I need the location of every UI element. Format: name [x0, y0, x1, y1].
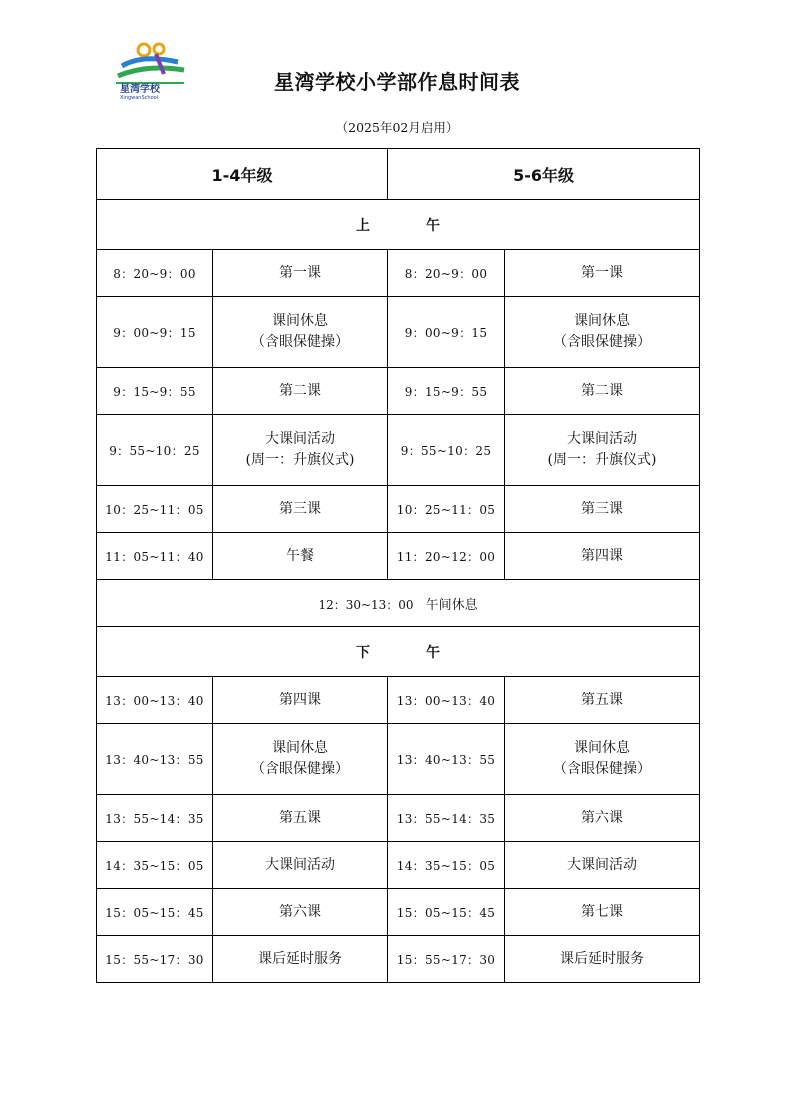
- schedule-row: [97, 677, 700, 724]
- grade-5-6-time-cell: 14：35~15：05: [388, 842, 505, 889]
- schedule-row: [97, 297, 700, 368]
- schedule-row: [97, 795, 700, 842]
- grade-5-6-activity-cell: [505, 368, 700, 415]
- lunch-break-time: 12：30~13：00: [318, 597, 414, 612]
- morning-label: [97, 200, 700, 250]
- grade-1-4-activity-cell: [213, 250, 388, 297]
- grade-1-4-activity-cell: [213, 724, 388, 795]
- grade-1-4-activity-cell: [213, 368, 388, 415]
- activity-line: 大课间活动: [567, 431, 638, 447]
- activity-line: 第三课: [279, 500, 321, 517]
- grade-5-6-time-cell: 8：20~9：00: [388, 250, 505, 297]
- activity-line: 第四课: [279, 691, 321, 708]
- schedule-row: [97, 936, 700, 983]
- grade-1-4-time-cell: 15：05~15：45: [97, 889, 213, 936]
- page-subtitle: （2025年02月启用）: [335, 120, 459, 135]
- grade-5-6-activity-cell: [505, 250, 700, 297]
- grade-5-6-activity-cell: [505, 724, 700, 795]
- activity-line: 大课间活动: [265, 856, 335, 873]
- grade-header-1-4: 1-4年级: [97, 149, 388, 200]
- schedule-body: [97, 149, 700, 983]
- grade-5-6-activity-cell: [505, 795, 700, 842]
- schedule-row: [97, 533, 700, 580]
- activity-line: 第四课: [581, 547, 624, 564]
- grade-1-4-time-cell: 14：35~15：05: [97, 842, 213, 889]
- schedule-row: [97, 415, 700, 486]
- activity-line: 大课间活动: [265, 431, 335, 447]
- grade-1-4-time-cell: 13：55~14：35: [97, 795, 213, 842]
- afternoon-label: [97, 627, 700, 677]
- grade-1-4-time-cell: 10：25~11：05: [97, 486, 213, 533]
- grade-5-6-time-cell: 15：55~17：30: [388, 936, 505, 983]
- grade-5-6-activity-cell: [505, 533, 700, 580]
- grade-1-4-time-cell: 9：15~9：55: [97, 368, 213, 415]
- activity-line: 第三课: [581, 500, 624, 517]
- grade-1-4-time-cell: 11：05~11：40: [97, 533, 213, 580]
- schedule-table: [96, 148, 700, 983]
- grade-5-6-activity-cell: [505, 415, 700, 486]
- grade-header-5-6: 5-6年级: [388, 149, 700, 200]
- activity-line: 课后延时服务: [560, 950, 645, 967]
- grade-5-6-time-cell: 13：55~14：35: [388, 795, 505, 842]
- grade-1-4-activity-cell: [213, 297, 388, 368]
- grade-1-4-time-cell: 13：00~13：40: [97, 677, 213, 724]
- grade-1-4-time-cell: 9：00~9：15: [97, 297, 213, 368]
- page-title: 星湾学校小学部作息时间表: [274, 70, 520, 94]
- activity-line: 第一课: [581, 264, 624, 281]
- morning-label-a: 上: [356, 217, 371, 234]
- activity-line: (周一：升旗仪式): [547, 452, 657, 468]
- grade-5-6-time-cell: 10：25~11：05: [388, 486, 505, 533]
- grade-5-6-time-cell: 9：55~10：25: [388, 415, 505, 486]
- grade-1-4-activity-cell: [213, 533, 388, 580]
- grade-5-6-activity-cell: [505, 936, 700, 983]
- activity-line: 课后延时服务: [258, 950, 342, 967]
- grade-5-6-time-cell: 11：20~12：00: [388, 533, 505, 580]
- activity-line: 第七课: [581, 903, 624, 920]
- lunch-break-row: [97, 580, 700, 627]
- logo-en-name: XingwanSchool: [120, 95, 159, 100]
- activity-line: （含眼保健操）: [553, 334, 652, 350]
- activity-line: 课间休息: [272, 740, 328, 756]
- afternoon-label-a: 下: [356, 644, 371, 661]
- activity-line: 大课间活动: [567, 856, 638, 873]
- activity-line: 第二课: [279, 382, 321, 399]
- schedule-row: [97, 889, 700, 936]
- schedule-row: [97, 368, 700, 415]
- activity-line: 午餐: [286, 547, 314, 564]
- grade-1-4-time-cell: 15：55~17：30: [97, 936, 213, 983]
- grade-1-4-activity-cell: [213, 936, 388, 983]
- morning-section-row: [97, 200, 700, 250]
- activity-line: 课间休息: [574, 313, 631, 329]
- grade-5-6-time-cell: 13：40~13：55: [388, 724, 505, 795]
- activity-line: 课间休息: [272, 313, 328, 329]
- activity-line: 第一课: [279, 264, 321, 281]
- schedule-row: [97, 842, 700, 889]
- schedule-row: [97, 250, 700, 297]
- grade-5-6-activity-cell: [505, 842, 700, 889]
- activity-line: (周一：升旗仪式): [245, 452, 355, 468]
- grade-5-6-time-cell: 15：05~15：45: [388, 889, 505, 936]
- grade-1-4-activity-cell: [213, 795, 388, 842]
- grade-5-6-time-cell: 9：00~9：15: [388, 297, 505, 368]
- activity-line: 第五课: [279, 809, 321, 826]
- activity-line: 第六课: [279, 903, 321, 920]
- schedule-row: [97, 486, 700, 533]
- grade-1-4-time-cell: 8：20~9：00: [97, 250, 213, 297]
- grade-1-4-time-cell: 9：55~10：25: [97, 415, 213, 486]
- grade-5-6-activity-cell: [505, 297, 700, 368]
- grade-5-6-time-cell: 9：15~9：55: [388, 368, 505, 415]
- grade-1-4-activity-cell: [213, 677, 388, 724]
- activity-line: 课间休息: [574, 740, 631, 756]
- activity-line: （含眼保健操）: [251, 761, 349, 777]
- grade-1-4-activity-cell: [213, 842, 388, 889]
- activity-line: 第五课: [581, 691, 624, 708]
- afternoon-label-b: 午: [426, 644, 441, 661]
- grade-5-6-activity-cell: [505, 677, 700, 724]
- grade-1-4-activity-cell: [213, 415, 388, 486]
- grade-5-6-time-cell: 13：00~13：40: [388, 677, 505, 724]
- morning-label-b: 午: [426, 217, 441, 234]
- lunch-break-cell: [97, 580, 700, 627]
- grade-1-4-time-cell: 13：40~13：55: [97, 724, 213, 795]
- logo-cn-name: 星湾学校: [120, 84, 160, 95]
- grade-1-4-activity-cell: [213, 486, 388, 533]
- activity-line: （含眼保健操）: [251, 334, 349, 350]
- grade-5-6-activity-cell: [505, 889, 700, 936]
- grade-1-4-activity-cell: [213, 889, 388, 936]
- activity-line: （含眼保健操）: [553, 761, 652, 777]
- grade-header-row: [97, 149, 700, 200]
- grade-5-6-activity-cell: [505, 486, 700, 533]
- lunch-break-label: 午间休息: [425, 597, 478, 613]
- activity-line: 第六课: [581, 809, 624, 826]
- schedule-row: [97, 724, 700, 795]
- afternoon-section-row: [97, 627, 700, 677]
- activity-line: 第二课: [581, 382, 624, 399]
